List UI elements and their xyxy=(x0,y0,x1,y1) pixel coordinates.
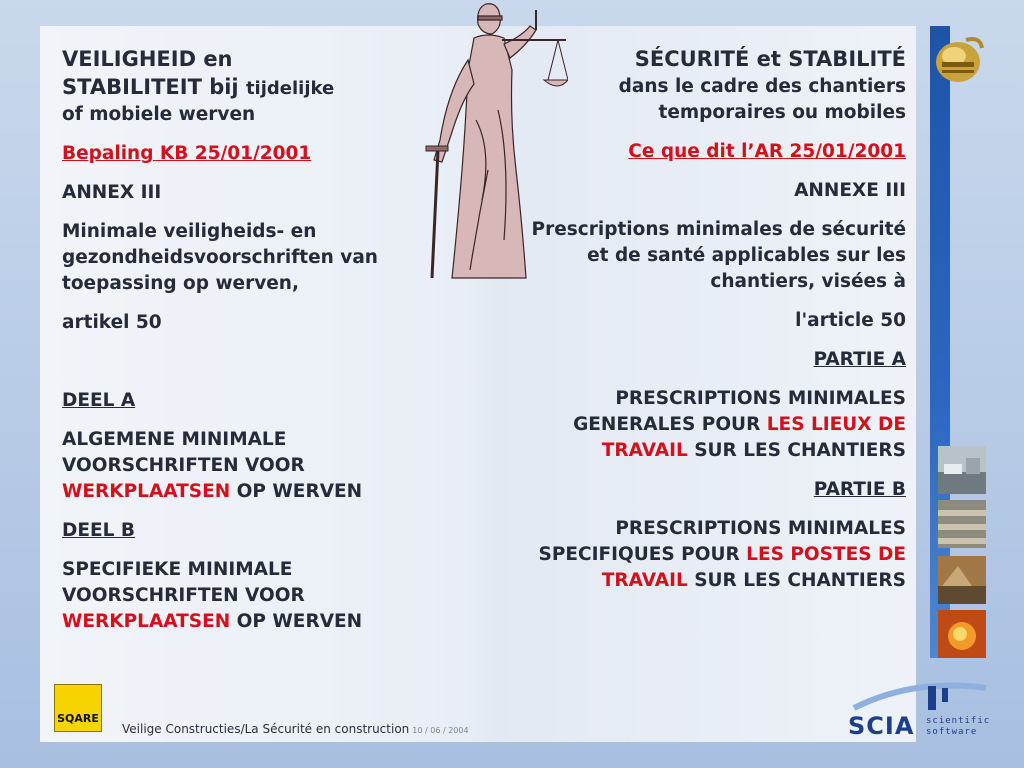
french-part-a-post: SUR LES CHANTIERS xyxy=(687,440,906,461)
french-text-column xyxy=(520,46,906,607)
french-part-b-text xyxy=(520,516,906,594)
scia-logo-subtitle xyxy=(926,716,990,738)
dutch-part-b-highlight: WERKPLAATSEN xyxy=(62,611,231,632)
dutch-part-b-pre: SPECIFIEKE MINIMALE VOORSCHRIFTEN VOOR xyxy=(62,559,305,606)
scia-logo-text: SCIA xyxy=(848,712,915,740)
french-part-a-highlight: LES LIEUX DE TRAVAIL xyxy=(601,414,906,461)
dutch-part-a-highlight: WERKPLAATSEN xyxy=(62,481,231,502)
dutch-part-b-text xyxy=(62,557,442,635)
knight-helmet-icon xyxy=(928,34,986,90)
french-reference-link[interactable]: Ce que dit l’AR 25/01/2001 xyxy=(628,141,906,162)
scia-sub-line2: software xyxy=(926,727,978,737)
french-part-a-pre: PRESCRIPTIONS MINIMALES GENERALES POUR xyxy=(573,388,906,435)
dutch-description: Minimale veiligheids- en gezondheidsvoorschriften van toepassing op werven, xyxy=(62,221,378,294)
dutch-title-line2: STABILITEIT bij xyxy=(62,75,246,99)
french-part-b-link[interactable]: PARTIE B xyxy=(813,479,906,500)
footer-text: Veilige Constructies/La Sécurité en construction xyxy=(122,722,410,736)
dutch-reference-link[interactable]: Bepaling KB 25/01/2001 xyxy=(62,143,312,164)
french-part-b-post: SUR LES CHANTIERS xyxy=(687,570,906,591)
french-part-b-pre: PRESCRIPTIONS MINIMALES SPECIFIQUES POUR xyxy=(538,518,906,565)
french-article: l'article 50 xyxy=(795,310,906,331)
french-part-b-highlight: LES POSTES DE TRAVAIL xyxy=(601,544,906,591)
dutch-part-a-post: OP WERVEN xyxy=(230,481,363,502)
scia-sub-line1: scientific xyxy=(926,716,991,726)
construction-photo-1 xyxy=(938,446,986,494)
dutch-title xyxy=(62,46,442,128)
french-description: Prescriptions minimales de sécurité et de santé applicables sur les chantiers, visées à xyxy=(531,219,906,292)
french-title-small: dans le cadre des chantiers temporaires ou mobiles xyxy=(618,76,906,123)
dutch-part-a-text xyxy=(62,427,442,505)
construction-photo-3 xyxy=(938,556,986,604)
french-part-a-link[interactable]: PARTIE A xyxy=(813,349,906,370)
dutch-part-b-link[interactable]: DEEL B xyxy=(62,520,135,541)
dutch-part-b-post: OP WERVEN xyxy=(230,611,363,632)
dutch-article: artikel 50 xyxy=(62,312,162,333)
construction-photo-4 xyxy=(938,610,986,658)
dutch-title-line1: VEILIGHEID en xyxy=(62,47,233,71)
dutch-part-a-pre: ALGEMENE MINIMALE VOORSCHRIFTEN VOOR xyxy=(62,429,305,476)
french-annex: ANNEXE III xyxy=(794,180,906,201)
footer-date: 10 / 06 / 2004 xyxy=(412,726,469,735)
construction-photo-2 xyxy=(938,500,986,548)
sqare-logo: SQARE xyxy=(54,684,102,732)
dutch-part-a-link[interactable]: DEEL A xyxy=(62,390,136,411)
dutch-annex: ANNEX III xyxy=(62,182,162,203)
dutch-title-line3: of mobiele werven xyxy=(62,104,256,125)
french-title-big: SÉCURITÉ et STABILITÉ xyxy=(634,47,906,71)
french-title xyxy=(520,46,906,126)
footer xyxy=(122,722,469,736)
dutch-text-column xyxy=(62,46,442,648)
dutch-title-line2-small: tijdelijke xyxy=(245,78,335,99)
french-part-a-text xyxy=(520,386,906,464)
